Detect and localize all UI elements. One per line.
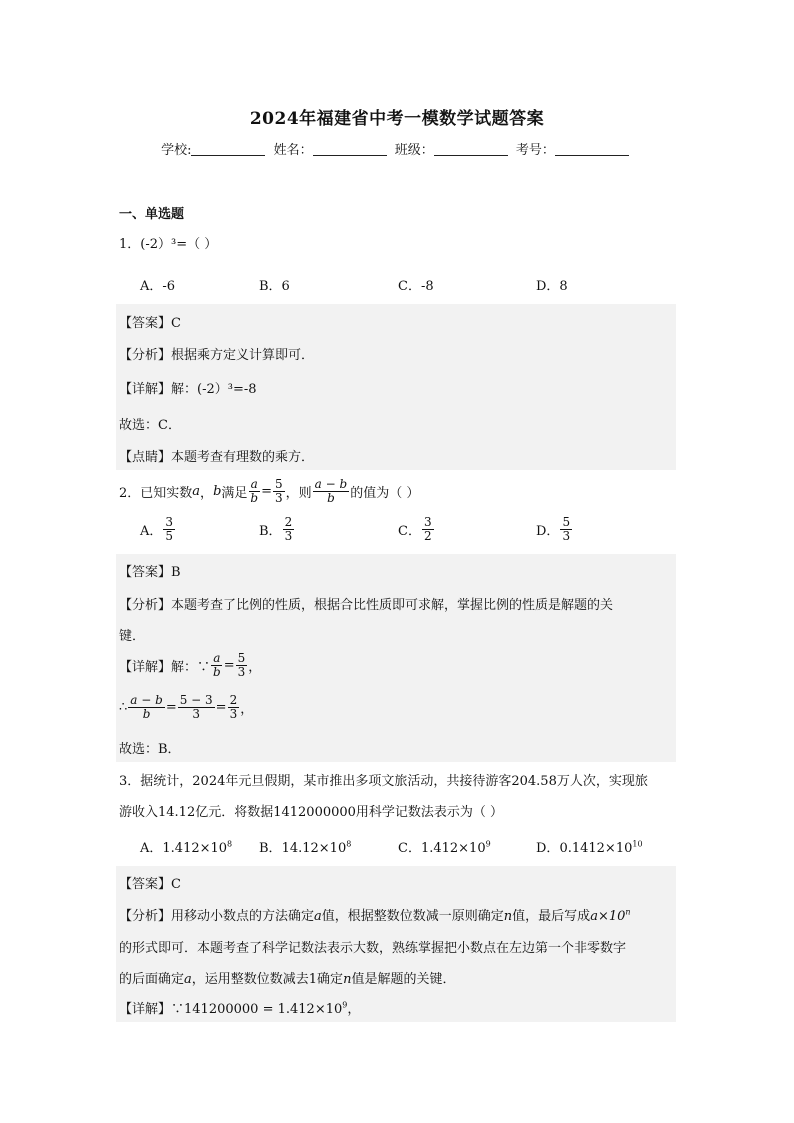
q2-stem-text-2: 满足	[221, 486, 248, 501]
q1-detail: 【详解】解：(-2）³=-8	[119, 382, 257, 397]
q3-analysis-line-3: 的后面确定a，运用整数位数减去1确定n值是解题的关键．	[119, 972, 456, 987]
q2-detail-line-2: ∴ $\frac{a - b}{b}$ = $\frac{5 - 3}{3}$ = $\frac{2}{3}$ ，	[119, 693, 254, 721]
q1-option-d: D．8	[536, 279, 568, 294]
fraction-5-over-3: $\frac{5}{3}$	[275, 477, 283, 505]
q3-option-a: A．$1.412\times 10^8$	[140, 839, 233, 856]
q2-choose: 故选：B．	[119, 742, 181, 757]
q2-answer: 【答案】B	[119, 565, 181, 580]
q3-detail: 【详解】∵141200000 = $1.412\times 10^9$，	[119, 1000, 361, 1017]
q3-answer: 【答案】C	[119, 877, 181, 892]
question-3-stem-line-1: 3．据统计，2024年元旦假期，某市推出多项文旅活动，共接待游客204.58万人次，实现旅	[119, 774, 648, 789]
q2-stem-text-1: 2．已知实数	[119, 486, 193, 501]
q1-option-b: B．6	[259, 279, 290, 294]
q1-option-c: C．-8	[398, 279, 434, 294]
q2-analysis-line-1: 【分析】本题考查了比例的性质，根据合比性质即可求解，掌握比例的性质是解题的关	[119, 598, 614, 613]
school-blank[interactable]	[191, 143, 265, 156]
q2-var-b: b	[213, 484, 222, 499]
q3-analysis-line-1: 【分析】用移动小数点的方法确定a值，根据整数位数减一原则确定n值，最后写成$a\times 10^n$	[119, 907, 631, 924]
q1-answer: 【答案】C	[119, 316, 181, 331]
q2-var-a: a	[192, 484, 201, 499]
q1-comment: 【点睛】本题考查有理数的乘方．	[119, 450, 315, 465]
section-heading: 一、单选题	[119, 207, 185, 222]
name-label: 姓名：	[273, 143, 313, 158]
q2-comma: ，	[200, 486, 214, 501]
q3-option-d: D．$0.1412\times 10^{10}$	[536, 839, 643, 856]
q3-option-c: C．$1.412\times 10^9$	[398, 839, 491, 856]
question-3-stem-line-2: 游收入14.12亿元．将数据1412000000用科学记数法表示为（ ）	[119, 805, 504, 820]
q1-choose: 故选：C．	[119, 418, 181, 433]
student-info-line	[0, 139, 794, 158]
number-label: 考号：	[515, 143, 555, 158]
q2-option-d: D． $\frac{5}{3}$	[536, 515, 571, 543]
class-blank[interactable]	[434, 143, 508, 156]
q2-detail-line-1: 【详解】解：∵ $\frac{a}{b}$ = $\frac{5}{3}$ ，	[119, 651, 262, 679]
name-blank[interactable]	[313, 143, 387, 156]
school-label: 学校:	[161, 143, 192, 158]
q2-stem-text-3: ，则	[285, 486, 312, 501]
q2-stem-text-4: 的值为（ ）	[350, 486, 420, 501]
class-label: 班级：	[394, 143, 434, 158]
q1-option-a: A．-6	[140, 279, 176, 294]
fraction-a-minus-b-over-b: $\frac{a - b}{b}$	[314, 477, 348, 505]
q3-option-b: B．$14.12\times 10^8$	[259, 839, 352, 856]
q1-analysis: 【分析】根据乘方定义计算即可．	[119, 348, 315, 363]
q2-option-c: C． $\frac{3}{2}$	[398, 515, 432, 543]
q3-analysis-line-2: 的形式即可．本题考查了科学记数法表示大数，熟练掌握把小数点在左边第一个非零数字	[119, 941, 627, 956]
q2-analysis-line-2: 键．	[119, 629, 146, 644]
question-1-stem: 1．(-2）³=（ ）	[119, 237, 218, 252]
q2-option-b: B． $\frac{2}{3}$	[259, 515, 293, 543]
equals-sign: =	[261, 484, 272, 499]
question-2-stem	[119, 478, 419, 505]
q2-option-a: A． $\frac{3}{5}$	[140, 515, 174, 543]
fraction-a-over-b: $\frac{a}{b}$	[250, 477, 259, 505]
number-blank[interactable]	[555, 143, 629, 156]
page-title: 2024年福建省中考一模数学试题答案	[249, 109, 545, 129]
